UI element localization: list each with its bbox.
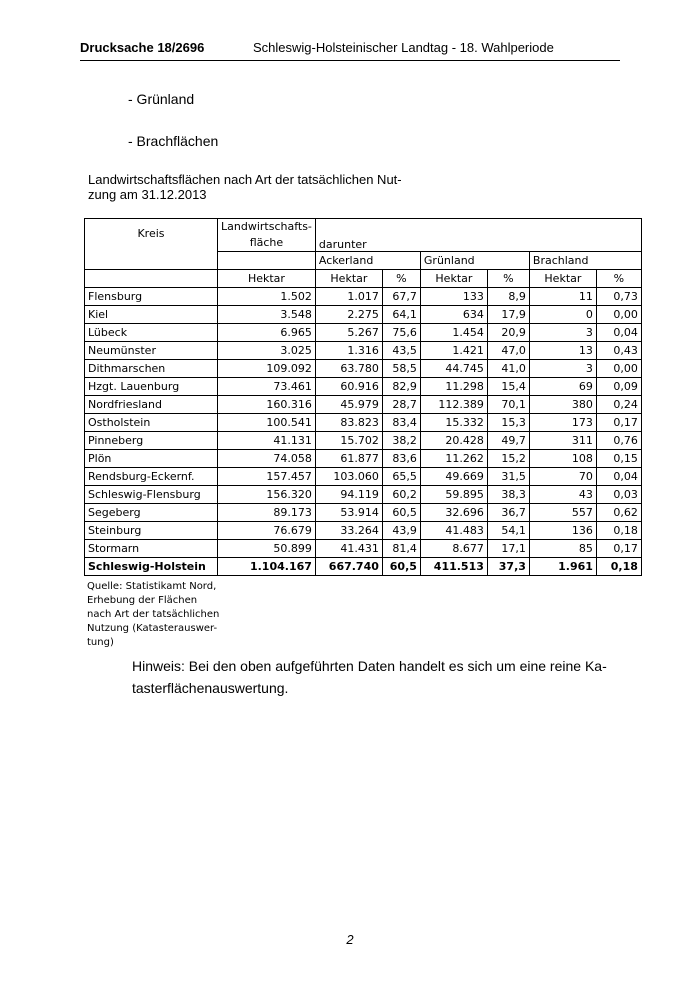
ackerland-pct-cell: 58,5 [382, 360, 420, 378]
hint-line-2: tasterflächenauswertung. [132, 680, 289, 696]
kreis-cell: Plön [85, 450, 218, 468]
brachland-hektar-cell: 173 [529, 414, 596, 432]
ackerland-pct-cell: 75,6 [382, 324, 420, 342]
gruenland-hektar-cell: 59.895 [420, 486, 487, 504]
brachland-hektar-cell: 70 [529, 468, 596, 486]
hint-line-1: Hinweis: Bei den oben aufgeführten Daten handelt es sich um eine reine Ka- [132, 658, 607, 674]
kreis-cell: Ostholstein [85, 414, 218, 432]
source-note [87, 580, 227, 650]
bullet-gruenland: - Grünland [128, 91, 195, 107]
lf-cell: 157.457 [218, 468, 316, 486]
ackerland-pct-cell: 82,9 [382, 378, 420, 396]
header-row-3 [85, 270, 642, 288]
kreis-cell: Stormarn [85, 540, 218, 558]
source-line-1: Quelle: Statistikamt Nord, [87, 581, 217, 592]
table-body [85, 288, 642, 576]
gruenland-hektar-cell: 11.298 [420, 378, 487, 396]
unit-lf-hektar: Hektar [218, 270, 316, 288]
gruenland-hektar-cell: 44.745 [420, 360, 487, 378]
gruenland-hektar-cell: 11.262 [420, 450, 487, 468]
lf-cell: 3.548 [218, 306, 316, 324]
table-row [85, 432, 642, 450]
brachland-hektar-cell: 13 [529, 342, 596, 360]
ackerland-pct-cell: 83,6 [382, 450, 420, 468]
header-brachland: Brachland [529, 252, 641, 270]
brachland-pct-cell: 0,43 [596, 342, 641, 360]
brachland-hektar-cell: 43 [529, 486, 596, 504]
table-row [85, 450, 642, 468]
ackerland-hektar-cell: 103.060 [315, 468, 382, 486]
brachland-hektar-cell: 3 [529, 360, 596, 378]
brachland-pct-cell: 0,03 [596, 486, 641, 504]
kreis-cell: Lübeck [85, 324, 218, 342]
lf-cell: 156.320 [218, 486, 316, 504]
kreis-cell: Dithmarschen [85, 360, 218, 378]
header-row-1 [85, 219, 642, 252]
kreis-cell: Kiel [85, 306, 218, 324]
table-caption [88, 172, 418, 202]
table-row [85, 414, 642, 432]
gruenland-pct-cell: 41,0 [487, 360, 529, 378]
brachland-pct-cell: 0,73 [596, 288, 641, 306]
ackerland-pct-cell: 38,2 [382, 432, 420, 450]
source-line-5: tung) [87, 637, 114, 648]
header-empty [218, 252, 316, 270]
lf-cell: 50.899 [218, 540, 316, 558]
page-number: 2 [346, 932, 354, 947]
gruenland-hektar-cell: 634 [420, 306, 487, 324]
table-row [85, 324, 642, 342]
brachland-hektar-cell: 380 [529, 396, 596, 414]
brachland-hektar-cell: 3 [529, 324, 596, 342]
table-row [85, 468, 642, 486]
brachland-hektar-cell: 0 [529, 306, 596, 324]
ackerland-pct-cell: 83,4 [382, 414, 420, 432]
ackerland-hektar-cell: 667.740 [315, 558, 382, 576]
gruenland-hektar-cell: 20.428 [420, 432, 487, 450]
parliament-title: Schleswig-Holsteinischer Landtag - 18. Wahlperiode [253, 40, 554, 55]
kreis-cell: Nordfriesland [85, 396, 218, 414]
gruenland-pct-cell: 36,7 [487, 504, 529, 522]
ackerland-pct-cell: 65,5 [382, 468, 420, 486]
table-row [85, 522, 642, 540]
brachland-hektar-cell: 69 [529, 378, 596, 396]
ackerland-hektar-cell: 41.431 [315, 540, 382, 558]
brachland-pct-cell: 0,76 [596, 432, 641, 450]
gruenland-pct-cell: 17,9 [487, 306, 529, 324]
brachland-hektar-cell: 11 [529, 288, 596, 306]
gruenland-pct-cell: 15,3 [487, 414, 529, 432]
kreis-cell: Schleswig-Flensburg [85, 486, 218, 504]
gruenland-pct-cell: 37,3 [487, 558, 529, 576]
lf-cell: 160.316 [218, 396, 316, 414]
header-gruenland: Grünland [420, 252, 529, 270]
source-line-2: Erhebung der Flächen [87, 595, 198, 606]
ackerland-pct-cell: 60,5 [382, 504, 420, 522]
brachland-hektar-cell: 311 [529, 432, 596, 450]
kreis-cell: Neumünster [85, 342, 218, 360]
lf-cell: 76.679 [218, 522, 316, 540]
lf-cell: 3.025 [218, 342, 316, 360]
table-row [85, 504, 642, 522]
brachland-pct-cell: 0,24 [596, 396, 641, 414]
unit-ack-hektar: Hektar [315, 270, 382, 288]
gruenland-hektar-cell: 133 [420, 288, 487, 306]
header-lf-line-2: fläche [249, 236, 284, 249]
ackerland-hektar-cell: 94.119 [315, 486, 382, 504]
gruenland-hektar-cell: 112.389 [420, 396, 487, 414]
gruenland-pct-cell: 47,0 [487, 342, 529, 360]
lf-cell: 1.104.167 [218, 558, 316, 576]
ackerland-hektar-cell: 1.316 [315, 342, 382, 360]
land-use-table [84, 218, 642, 576]
table-row [85, 558, 642, 576]
header-lf-line-1: Landwirtschafts- [221, 220, 312, 233]
lf-cell: 74.058 [218, 450, 316, 468]
brachland-pct-cell: 0,62 [596, 504, 641, 522]
source-line-3: nach Art der tatsächlichen [87, 609, 220, 620]
unit-br-hektar: Hektar [529, 270, 596, 288]
table-row [85, 540, 642, 558]
gruenland-pct-cell: 49,7 [487, 432, 529, 450]
hint-note [132, 655, 622, 699]
ackerland-hektar-cell: 1.017 [315, 288, 382, 306]
ackerland-hektar-cell: 2.275 [315, 306, 382, 324]
gruenland-pct-cell: 15,2 [487, 450, 529, 468]
document-number: Drucksache 18/2696 [80, 40, 205, 55]
header-darunter: darunter [315, 219, 641, 252]
ackerland-pct-cell: 81,4 [382, 540, 420, 558]
brachland-pct-cell: 0,09 [596, 378, 641, 396]
table-row [85, 396, 642, 414]
table-row [85, 360, 642, 378]
ackerland-hektar-cell: 53.914 [315, 504, 382, 522]
header-units-empty [85, 270, 218, 288]
brachland-hektar-cell: 557 [529, 504, 596, 522]
kreis-cell: Schleswig-Holstein [85, 558, 218, 576]
kreis-cell: Pinneberg [85, 432, 218, 450]
brachland-pct-cell: 0,00 [596, 360, 641, 378]
table-row [85, 486, 642, 504]
ackerland-hektar-cell: 45.979 [315, 396, 382, 414]
gruenland-hektar-cell: 15.332 [420, 414, 487, 432]
gruenland-pct-cell: 17,1 [487, 540, 529, 558]
kreis-cell: Segeberg [85, 504, 218, 522]
gruenland-hektar-cell: 49.669 [420, 468, 487, 486]
kreis-cell: Rendsburg-Eckernf. [85, 468, 218, 486]
lf-cell: 100.541 [218, 414, 316, 432]
brachland-pct-cell: 0,17 [596, 414, 641, 432]
gruenland-hektar-cell: 8.677 [420, 540, 487, 558]
gruenland-hektar-cell: 1.454 [420, 324, 487, 342]
lf-cell: 73.461 [218, 378, 316, 396]
ackerland-pct-cell: 64,1 [382, 306, 420, 324]
gruenland-pct-cell: 54,1 [487, 522, 529, 540]
ackerland-pct-cell: 43,9 [382, 522, 420, 540]
lf-cell: 89.173 [218, 504, 316, 522]
ackerland-pct-cell: 43,5 [382, 342, 420, 360]
brachland-pct-cell: 0,18 [596, 558, 641, 576]
ackerland-hektar-cell: 63.780 [315, 360, 382, 378]
ackerland-pct-cell: 67,7 [382, 288, 420, 306]
table-row [85, 288, 642, 306]
table-row [85, 342, 642, 360]
kreis-cell: Flensburg [85, 288, 218, 306]
brachland-pct-cell: 0,18 [596, 522, 641, 540]
header-landwirtschaftsflaeche [218, 219, 316, 252]
brachland-pct-cell: 0,00 [596, 306, 641, 324]
gruenland-pct-cell: 20,9 [487, 324, 529, 342]
table-row [85, 378, 642, 396]
caption-line-2: zung am 31.12.2013 [88, 187, 207, 202]
lf-cell: 109.092 [218, 360, 316, 378]
gruenland-hektar-cell: 411.513 [420, 558, 487, 576]
brachland-pct-cell: 0,04 [596, 468, 641, 486]
unit-ack-pct: % [382, 270, 420, 288]
ackerland-pct-cell: 60,2 [382, 486, 420, 504]
gruenland-hektar-cell: 1.421 [420, 342, 487, 360]
brachland-hektar-cell: 136 [529, 522, 596, 540]
unit-gr-pct: % [487, 270, 529, 288]
ackerland-hektar-cell: 5.267 [315, 324, 382, 342]
gruenland-pct-cell: 8,9 [487, 288, 529, 306]
brachland-hektar-cell: 108 [529, 450, 596, 468]
gruenland-pct-cell: 38,3 [487, 486, 529, 504]
kreis-cell: Hzgt. Lauenburg [85, 378, 218, 396]
header-ackerland: Ackerland [315, 252, 420, 270]
lf-cell: 1.502 [218, 288, 316, 306]
lf-cell: 41.131 [218, 432, 316, 450]
ackerland-hektar-cell: 61.877 [315, 450, 382, 468]
ackerland-hektar-cell: 33.264 [315, 522, 382, 540]
unit-gr-hektar: Hektar [420, 270, 487, 288]
gruenland-pct-cell: 70,1 [487, 396, 529, 414]
brachland-hektar-cell: 1.961 [529, 558, 596, 576]
source-line-4: Nutzung (Katasterauswer- [87, 623, 218, 634]
brachland-hektar-cell: 85 [529, 540, 596, 558]
gruenland-pct-cell: 31,5 [487, 468, 529, 486]
bullet-brachflaechen: - Brachflächen [128, 133, 219, 149]
kreis-cell: Steinburg [85, 522, 218, 540]
gruenland-hektar-cell: 32.696 [420, 504, 487, 522]
ackerland-hektar-cell: 15.702 [315, 432, 382, 450]
gruenland-hektar-cell: 41.483 [420, 522, 487, 540]
ackerland-hektar-cell: 83.823 [315, 414, 382, 432]
lf-cell: 6.965 [218, 324, 316, 342]
ackerland-pct-cell: 60,5 [382, 558, 420, 576]
brachland-pct-cell: 0,15 [596, 450, 641, 468]
table-row [85, 306, 642, 324]
header-kreis: Kreis [85, 219, 218, 270]
caption-line-1: Landwirtschaftsflächen nach Art der tatsächlichen Nut- [88, 172, 402, 187]
ackerland-pct-cell: 28,7 [382, 396, 420, 414]
page-header [80, 40, 620, 61]
brachland-pct-cell: 0,04 [596, 324, 641, 342]
unit-br-pct: % [596, 270, 641, 288]
brachland-pct-cell: 0,17 [596, 540, 641, 558]
ackerland-hektar-cell: 60.916 [315, 378, 382, 396]
gruenland-pct-cell: 15,4 [487, 378, 529, 396]
